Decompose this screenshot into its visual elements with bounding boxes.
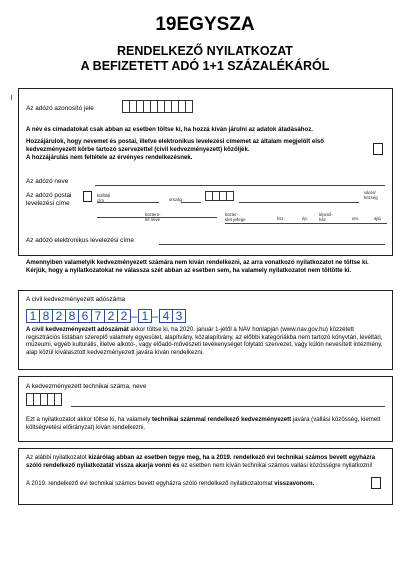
taxno-separator: – (130, 309, 138, 323)
country-input[interactable] (181, 202, 201, 203)
consent-checkbox[interactable] (373, 143, 383, 155)
email-label: Az adózó elektronikus levelezési címe (26, 237, 134, 244)
street-name-label: közterü- let neve (145, 212, 161, 222)
taxno-digit: 1 (138, 309, 152, 323)
taxno-digit: 7 (91, 309, 105, 323)
abroad-label: külföldi cím (97, 193, 111, 203)
title-line-2: A BEFIZETETT ADÓ 1+1 SZÁZALÉKÁRÓL (80, 59, 330, 73)
civil-taxno-input[interactable] (26, 307, 185, 325)
technical-description: Ezt a nyilatkozatot akkor töltse ki, ha valamely technikai számmal rendelkező kedvezményezett javára (vallási közösség, kiemelt költségvetési előirányzat) kíván rendelkezni. (26, 416, 381, 431)
floor-label: em. (352, 216, 360, 221)
technical-number-input[interactable] (26, 393, 61, 406)
civil-taxno-label: A civil kedvezményezett adószáma (26, 296, 126, 303)
taxno-digit: 3 (172, 309, 186, 323)
postcode-input[interactable] (205, 191, 233, 201)
address-detail-input[interactable] (225, 223, 387, 224)
corner-mark (11, 95, 12, 100)
middle-notice: Amennyiben valamelyik kedvezményezett számára nem kíván rendelkezni, az arra vonatkozó nyilatkozatot ne töltse ki. Kérjük, hogy a nyilatkozatokat ne válassza szét abban az esetben sem, ha valamely nyilatkozatot nem töltötte ki. (26, 259, 369, 274)
civil-description: A civil kedvezményezett adószámát akkor töltse ki, ha 2020. január 1-jétől a NAV honlapján (www.nav.gov.hu) közzétett regisztrációs listában szereplő valamely egyesület, alapítvány, közalapítvány, az előbbi kategóriákba nem tartozó könyvtári, levéltári, múzeumi, egyéb kulturális, illetve alkotó-, vagy előadó-művészeti tevékenységet folytató szervezet, vagy külön nevesített intézmény, alap közül kíválasztott kedvezményezett javára kíván rendelkezni. (26, 326, 383, 356)
country-label: ország (169, 197, 182, 202)
taxno-digit: 2 (104, 309, 118, 323)
name-input[interactable] (95, 185, 385, 186)
technical-name-input[interactable] (71, 406, 385, 407)
address-label: Az adózó postai levelezési címe (26, 192, 72, 207)
revoke-statement: A 2019. rendelkező évi technikai számos bevett egyházra szóló rendelkező nyilatkozatomat visszavonom. (26, 480, 315, 487)
taxno-digit: 1 (26, 309, 40, 323)
city-label: város/ község (364, 190, 378, 200)
name-label: Az adózó neve (26, 178, 69, 185)
tax-id-input[interactable] (122, 100, 192, 113)
form-code: 19EGYSZA (155, 14, 255, 35)
street-type-label: közter- ület jellege (225, 212, 246, 222)
technical-label: A kedvezményezett technikai száma, neve (26, 383, 147, 390)
technical-section (18, 376, 393, 442)
form-title (0, 44, 410, 74)
building-label: ép. (302, 216, 308, 221)
tax-id-label: Az adózó azonosító jele (26, 105, 94, 112)
email-input[interactable] (159, 244, 385, 245)
taxno-separator: – (151, 309, 159, 323)
revoke-checkbox[interactable] (371, 477, 381, 489)
taxno-digit: 8 (39, 309, 53, 323)
abroad-checkbox[interactable] (83, 191, 92, 202)
taxno-digit: 2 (52, 309, 66, 323)
stairs-label: lépcső- ház (319, 212, 333, 222)
consent-text: Hozzájárulok, hogy nevemet és postai, illetve elektronikus levelezési címemet az általam megjelölt első kedvezményezett körbe tartozó szervezettel (civil kedvezményezett) közöljék. (26, 138, 325, 153)
door-label: ajtó (374, 216, 381, 221)
church-notice: Az alábbi nyilatkozatot kizárólag abban az esetben tegye meg, ha a 2019. rendelkező évi technikai számos bevett egyházra szóló rendelkező nyilatkozatát vissza akarja vonni és ez esetben nem kíván technikai számos vallási közösségre nyilatkozni! (26, 454, 376, 469)
consent-note: A hozzájárulás nem feltétele az érvényes rendelkezésnek. (26, 154, 193, 161)
taxno-digit: 2 (117, 309, 131, 323)
house-no-label: hsz. (277, 216, 285, 221)
abroad-line (97, 202, 159, 203)
taxno-digit: 4 (159, 309, 173, 323)
title-line-1: RENDELKEZŐ NYILATKOZAT (117, 44, 293, 58)
city-input[interactable] (239, 202, 359, 203)
taxno-digit: 8 (65, 309, 79, 323)
civil-section (18, 290, 393, 370)
taxno-digit: 6 (78, 309, 92, 323)
taxpayer-section (18, 88, 393, 256)
church-section (18, 448, 393, 505)
consent-notice: A név és címadatokat csak abban az esetben töltse ki, ha hozzá kíván járulni az adatok átadásához. (26, 126, 313, 133)
